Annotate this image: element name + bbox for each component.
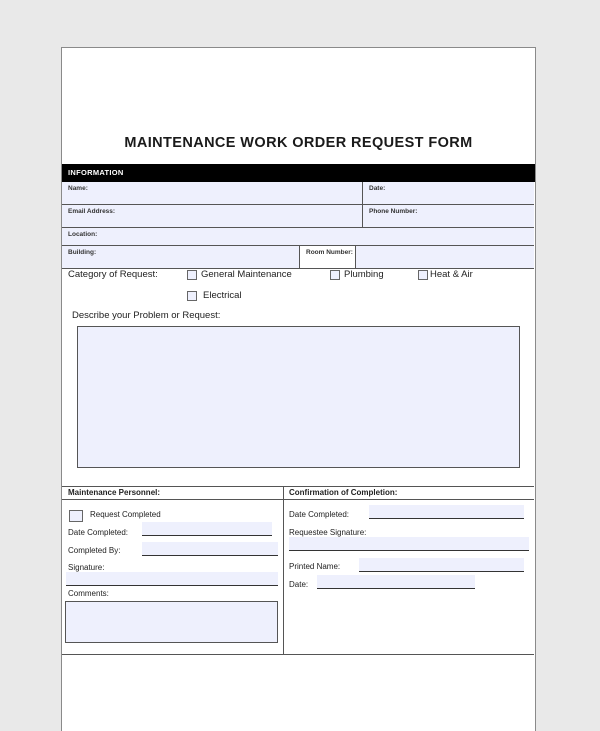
problem-description-textarea[interactable] <box>77 326 520 468</box>
requestee-signature-input[interactable] <box>289 537 529 551</box>
divider <box>62 245 534 246</box>
room-label: Room Number: <box>306 249 353 256</box>
email-label: Email Address: <box>68 208 116 215</box>
completed-by-label: Completed By: <box>68 546 121 555</box>
date-field[interactable] <box>363 182 534 205</box>
name-field[interactable] <box>62 182 362 205</box>
divider <box>62 204 534 205</box>
confirmation-date-completed-input[interactable] <box>369 505 524 519</box>
divider <box>362 182 363 228</box>
personnel-signature-label: Signature: <box>68 563 105 572</box>
printed-name-label: Printed Name: <box>289 562 341 571</box>
personnel-date-completed-label: Date Completed: <box>68 528 129 537</box>
checkbox-heat-air[interactable] <box>418 270 428 280</box>
divider <box>62 486 534 487</box>
comments-label: Comments: <box>68 589 109 598</box>
divider <box>283 486 284 654</box>
checkbox-request-completed[interactable] <box>69 510 83 522</box>
printed-name-input[interactable] <box>359 558 524 572</box>
divider <box>299 246 300 268</box>
confirmation-date-input[interactable] <box>317 575 475 589</box>
comments-textarea[interactable] <box>65 601 278 643</box>
option-general-maintenance: General Maintenance <box>201 269 292 280</box>
option-heat-air: Heat & Air <box>430 269 473 280</box>
request-completed-label: Request Completed <box>90 510 161 519</box>
confirmation-header: Confirmation of Completion: <box>289 488 398 497</box>
option-plumbing: Plumbing <box>344 269 384 280</box>
location-field[interactable] <box>62 228 534 246</box>
form-title: MAINTENANCE WORK ORDER REQUEST FORM <box>124 135 473 151</box>
option-electrical: Electrical <box>203 290 242 301</box>
divider <box>62 499 534 500</box>
checkbox-electrical[interactable] <box>187 291 197 301</box>
divider <box>62 654 534 655</box>
room-field[interactable] <box>356 246 534 268</box>
location-label: Location: <box>68 231 98 238</box>
divider <box>62 227 534 228</box>
building-label: Building: <box>68 249 97 256</box>
confirmation-date-label: Date: <box>289 580 309 589</box>
building-field[interactable] <box>62 246 299 268</box>
divider <box>355 246 356 268</box>
room-label-cell <box>300 246 355 268</box>
describe-label: Describe your Problem or Request: <box>72 310 221 321</box>
completed-by-input[interactable] <box>142 542 278 556</box>
requestee-signature-label: Requestee Signature: <box>289 528 367 537</box>
email-field[interactable] <box>62 205 362 228</box>
personnel-signature-input[interactable] <box>66 572 278 586</box>
form-page <box>61 47 536 731</box>
personnel-date-completed-input[interactable] <box>142 522 272 536</box>
personnel-header: Maintenance Personnel: <box>68 488 161 497</box>
checkbox-general-maintenance[interactable] <box>187 270 197 280</box>
section-header-information: INFORMATION <box>62 164 535 182</box>
category-label: Category of Request: <box>68 269 158 280</box>
phone-label: Phone Number: <box>369 208 418 215</box>
phone-field[interactable] <box>363 205 534 228</box>
name-label: Name: <box>68 185 88 192</box>
confirmation-date-completed-label: Date Completed: <box>289 510 350 519</box>
checkbox-plumbing[interactable] <box>330 270 340 280</box>
date-label: Date: <box>369 185 386 192</box>
